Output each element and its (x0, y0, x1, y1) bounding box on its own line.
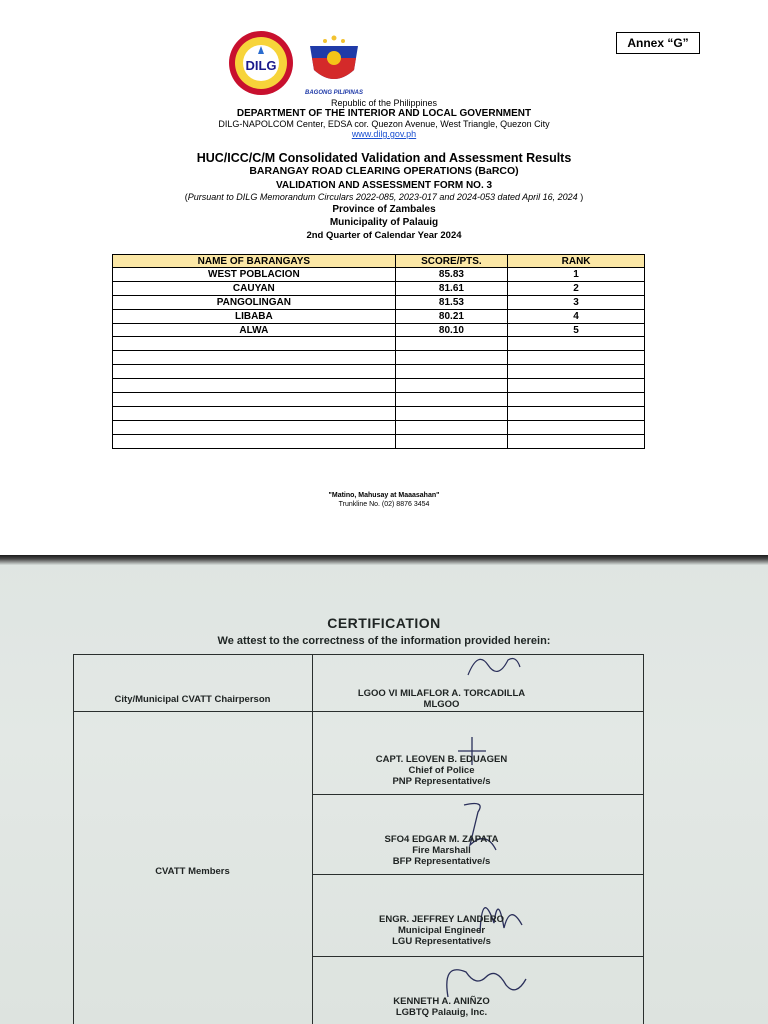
lgu-signatory: ENGR. JEFFREY LANDERO Municipal Engineer LGU Representative/s (379, 914, 504, 947)
empty-row (113, 420, 645, 434)
rank-cell: 2 (508, 281, 645, 295)
municipality-name: Municipality of Palauig (329, 217, 439, 228)
table-row (113, 295, 645, 309)
members-role: CVATT Members (155, 866, 230, 877)
province-name: Province of Zambales (332, 204, 436, 215)
photo-edge (0, 555, 768, 565)
bagong-pilipinas-logo-icon (305, 36, 363, 97)
department-address: DILG-NAPOLCOM Center, EDSA cor. Quezon Avenue, West Triangle, Quezon City (218, 119, 550, 129)
rank-cell: 3 (508, 295, 645, 309)
certification-title: CERTIFICATION (327, 615, 441, 631)
annex-label: Annex “G” (616, 32, 700, 54)
program-name: BARANGAY ROAD CLEARING OPERATIONS (BaRCO) (249, 165, 519, 177)
empty-row (113, 406, 645, 420)
chair-signatory: LGOO VI MILAFLOR A. TORCADILLA MLGOO (357, 688, 526, 710)
barangay-cell: LIBABA (113, 309, 396, 323)
rank-cell: 1 (508, 268, 645, 282)
chairperson-role: City/Municipal CVATT Chairperson (114, 694, 271, 705)
table-row (113, 309, 645, 323)
rank-cell: 5 (508, 323, 645, 337)
column-header: SCORE/PTS. (395, 255, 507, 268)
trunkline: Trunkline No. (02) 8876 3454 (338, 501, 430, 508)
certification-attest: We attest to the correctness of the information provided herein: (217, 635, 551, 647)
barangay-cell: PANGOLINGAN (113, 295, 396, 309)
empty-row (113, 393, 645, 407)
barangay-cell: CAUYAN (113, 281, 396, 295)
score-cell: 85.83 (395, 268, 507, 282)
bfp-signatory: SFO4 EDGAR M. ZAPATA Fire Marshall BFP Representative/s (384, 834, 499, 867)
score-cell: 81.61 (395, 281, 507, 295)
pursuant-note: (Pursuant to DILG Memorandum Circulars 2022-085, 2023-017 and 2024-053 dated April 16, 2024 ) (184, 192, 584, 202)
certification-photo (0, 555, 768, 1024)
rank-cell: 4 (508, 309, 645, 323)
republic-line: Republic of the Philippines (330, 98, 438, 108)
table-row (113, 323, 645, 337)
website-link[interactable]: www.dilg.gov.ph (351, 129, 417, 139)
barangay-cell: WEST POBLACION (113, 268, 396, 282)
signature-chair-icon (458, 645, 528, 685)
svg-text:DILG: DILG (245, 58, 277, 73)
pnp-signatory: CAPT. LEOVEN B. EDUAGEN Chief of Police PNP Representative/s (375, 754, 508, 787)
column-header: RANK (508, 255, 645, 268)
table-row (113, 281, 645, 295)
score-cell: 80.10 (395, 323, 507, 337)
motto: "Matino, Mahusay at Maaasahan" (328, 492, 440, 499)
form-title: HUC/ICC/C/M Consolidated Validation and Assessment Results (196, 151, 572, 165)
barangay-cell: ALWA (113, 323, 396, 337)
dilg-seal-icon (229, 31, 293, 95)
reporting-period: 2nd Quarter of Calendar Year 2024 (306, 230, 462, 241)
table-row (113, 268, 645, 282)
score-cell: 80.21 (395, 309, 507, 323)
empty-row (113, 351, 645, 365)
empty-row (113, 379, 645, 393)
empty-row (113, 365, 645, 379)
results-table (112, 254, 645, 449)
svg-text:BAGONG PILIPINAS: BAGONG PILIPINAS (304, 90, 364, 96)
header-logos (228, 30, 378, 96)
score-cell: 81.53 (395, 295, 507, 309)
empty-row (113, 434, 645, 448)
lgbtq-signatory: KENNETH A. ANIÑZO LGBTQ Palauig, Inc. (393, 996, 490, 1018)
form-number: VALIDATION AND ASSESSMENT FORM NO. 3 (275, 180, 493, 191)
table-header-row (113, 255, 645, 268)
department-name: DEPARTMENT OF THE INTERIOR AND LOCAL GOVERNMENT (236, 108, 532, 119)
empty-row (113, 337, 645, 351)
column-header: NAME OF BARANGAYS (113, 255, 396, 268)
